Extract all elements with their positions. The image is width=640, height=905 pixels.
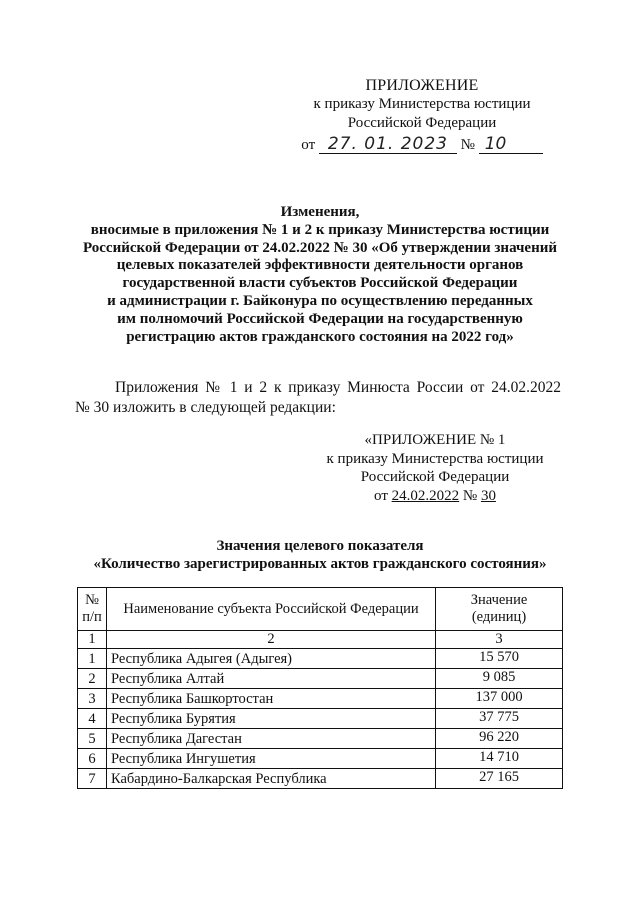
table-row <box>78 749 563 769</box>
title-line: целевых показателей эффективности деятельности органов <box>116 257 524 274</box>
table-row <box>78 769 563 789</box>
row-number: 4 <box>78 709 107 729</box>
row-subject: Республика Бурятия <box>107 709 436 729</box>
title-line: вносимые в приложения № 1 и 2 к приказу Министерства юстиции <box>90 221 550 238</box>
appendix-header <box>292 76 552 155</box>
header-value <box>436 588 563 631</box>
header-value-top: Значение <box>470 592 528 608</box>
appendix-ot: от <box>301 137 316 153</box>
row-value: 15 570 <box>436 649 563 669</box>
table-row <box>78 689 563 709</box>
appendix-order-line: к приказу Министерства юстиции <box>313 96 531 112</box>
row-number: 1 <box>78 649 107 669</box>
handwritten-number: 10 <box>479 135 543 154</box>
title-line: Изменения, <box>280 204 360 220</box>
indicator-title-line-2: «Количество зарегистрированных актов гражданского состояния» <box>93 556 547 572</box>
appendix-federation-line: Российской Федерации <box>347 115 497 131</box>
table-row <box>78 709 563 729</box>
row-subject: Республика Адыгея (Адыгея) <box>107 649 436 669</box>
row-value: 96 220 <box>436 729 563 749</box>
title-line: и администрации г. Байконура по осуществлению переданных <box>107 292 533 309</box>
row-number: 2 <box>78 669 107 689</box>
paragraph-line-2: № 30 изложить в следующей редакции: <box>75 399 336 416</box>
title-line: государственной власти субъектов Российской Федерации <box>122 275 518 292</box>
appendix1-num-sign: № <box>462 487 478 504</box>
table-row <box>78 669 563 689</box>
appendix1-ot: от <box>374 487 388 504</box>
column-number: 3 <box>436 631 563 649</box>
document-title <box>70 204 570 346</box>
appendix-date-row <box>292 135 552 155</box>
appendix1-header <box>310 431 560 505</box>
column-number-row <box>78 631 563 649</box>
title-line: Российской Федерации от 24.02.2022 № 30 «Об утверждении значений <box>82 239 558 256</box>
appendix1-label: «ПРИЛОЖЕНИЕ № 1 <box>364 432 506 448</box>
header-value-bottom: (единиц) <box>471 609 527 625</box>
row-subject: Республика Башкортостан <box>107 689 436 709</box>
row-value: 9 085 <box>436 669 563 689</box>
row-number: 7 <box>78 769 107 789</box>
paragraph-line-1: Приложения № 1 и 2 к приказу Минюста России от 24.02.2022 <box>115 379 561 396</box>
table-row <box>78 729 563 749</box>
appendix-num-sign: № <box>460 137 475 153</box>
appendix1-federation-line: Российской Федерации <box>360 469 510 485</box>
row-value: 137 000 <box>436 689 563 709</box>
table-header-row <box>78 588 563 631</box>
header-num-top: № <box>85 592 99 608</box>
appendix1-date: 24.02.2022 <box>391 487 460 504</box>
indicator-title <box>60 537 580 573</box>
title-line: регистрацию актов гражданского состояния на 2022 год» <box>126 328 514 345</box>
appendix-label: ПРИЛОЖЕНИЕ <box>365 77 479 94</box>
appendix1-order-line: к приказу Министерства юстиции <box>326 450 544 467</box>
row-number: 6 <box>78 749 107 769</box>
row-subject: Республика Дагестан <box>107 729 436 749</box>
row-subject: Республика Ингушетия <box>107 749 436 769</box>
header-name: Наименование субъекта Российской Федерации <box>107 588 436 631</box>
indicator-table <box>77 587 563 789</box>
body-paragraph <box>75 378 561 418</box>
column-number: 1 <box>78 631 107 649</box>
header-num <box>78 588 107 631</box>
title-line: им полномочий Российской Федерации на государственную <box>117 310 523 327</box>
row-number: 5 <box>78 729 107 749</box>
row-value: 37 775 <box>436 709 563 729</box>
row-subject: Республика Алтай <box>107 669 436 689</box>
row-value: 27 165 <box>436 769 563 789</box>
column-number: 2 <box>107 631 436 649</box>
row-subject: Кабардино-Балкарская Республика <box>107 769 436 789</box>
appendix1-number: 30 <box>480 487 496 504</box>
table-row <box>78 649 563 669</box>
row-value: 14 710 <box>436 749 563 769</box>
row-number: 3 <box>78 689 107 709</box>
handwritten-date: 27. 01. 2023 <box>319 135 457 154</box>
indicator-title-line-1: Значения целевого показателя <box>216 538 424 554</box>
appendix1-date-row <box>310 487 560 506</box>
header-num-bottom: п/п <box>82 609 102 625</box>
